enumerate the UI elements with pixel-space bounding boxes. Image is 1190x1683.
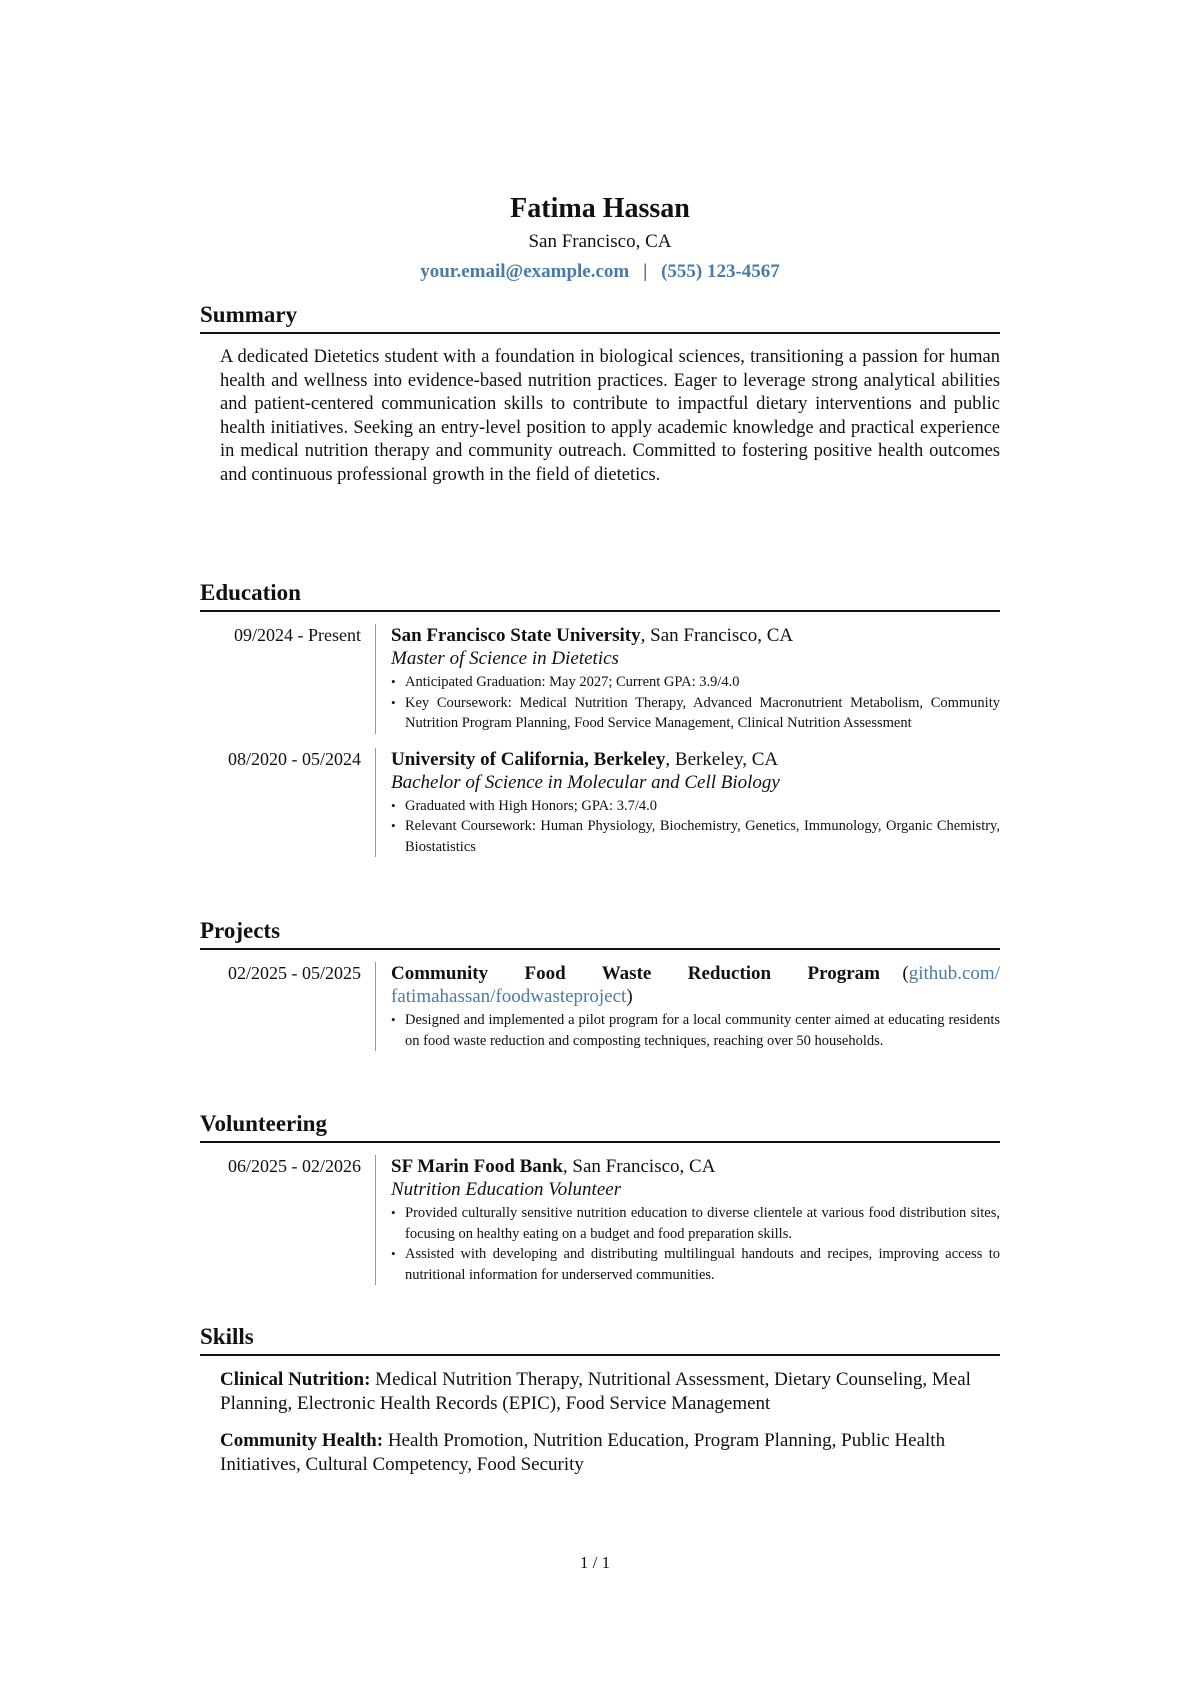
volunteering-section — [200, 1111, 1000, 1299]
institution-location: , San Francisco, CA — [640, 625, 794, 646]
education-section — [200, 580, 1000, 871]
bullet-item: • Assisted with developing and distributing multilingual handouts and recipes, improving access to nutritional information for underserved communities. — [391, 1244, 1000, 1285]
summary-section — [200, 302, 1000, 487]
entry-bullets — [391, 1010, 1000, 1051]
organization-location: , San Francisco, CA — [562, 1156, 716, 1177]
entry-date: 08/2020 - 05/2024 — [228, 748, 361, 769]
section-title-projects: Projects — [200, 918, 1000, 950]
skills-section — [200, 1324, 1000, 1490]
entry-title — [391, 624, 1000, 647]
institution-name: San Francisco State University — [391, 625, 641, 646]
contact-line — [200, 260, 1000, 284]
email-link[interactable]: your.email@example.com — [420, 261, 630, 282]
entry-body — [375, 962, 1000, 1051]
page-number: 1 / 1 — [579, 1553, 611, 1572]
entry-body — [375, 748, 1000, 858]
entry-body — [375, 624, 1000, 734]
candidate-name: Fatima Hassan — [510, 193, 690, 224]
role-name: Nutrition Education Volunteer — [391, 1179, 622, 1200]
section-title-volunteering: Volunteering — [200, 1111, 1000, 1143]
degree-name: Master of Science in Dietetics — [391, 648, 619, 669]
resume-page — [200, 0, 1000, 1475]
skill-row — [220, 1368, 1000, 1415]
institution-location: , Berkeley, CA — [665, 748, 779, 770]
project-name: Community Food Waste Reduction Program — [391, 963, 880, 984]
entry-title — [391, 748, 1000, 771]
bullet-item: • Graduated with High Honors; GPA: 3.7/4.0 — [391, 796, 1000, 817]
skill-value: Health Promotion, Nutrition Education, Program Planning, Public Health Initiatives, Cultural Competency, Food Security — [220, 1430, 946, 1475]
entry-date: 09/2024 - Present — [234, 625, 361, 645]
project-title — [391, 962, 1000, 1008]
entry-date: 02/2025 - 05/2025 — [228, 963, 361, 983]
candidate-location: San Francisco, CA — [528, 231, 672, 252]
section-title-education: Education — [200, 580, 1000, 612]
organization-name: SF Marin Food Bank — [391, 1156, 563, 1177]
summary-text: A dedicated Dietetics student with a foundation in biological sciences, transitioning a passion for human health and wellness into evidence-based nutrition practices. Eager to leverage strong analytical abilities and patient-centered communication skills to contribute to impactful dietary interventions and public health initiatives. Seeking an entry-level position to apply academic knowledge and practical experience in medical nutrition therapy and community outreach. Committed to fostering positive health outcomes and continuous professional growth in the field of dietetics. — [220, 347, 1000, 485]
education-entry — [200, 624, 1000, 734]
education-entry — [200, 748, 1000, 858]
link-close-paren: ) — [626, 986, 633, 1007]
link-open-paren: ( — [879, 963, 909, 984]
resume-header — [200, 192, 1000, 284]
project-entry — [200, 962, 1000, 1051]
project-link[interactable]: github.com/ fatimahassan/foodwasteproject — [391, 963, 1000, 1007]
bullet-item: • Designed and implemented a pilot program for a local community center aimed at educating residents on food waste reduction and composting techniques, reaching over 50 households. — [391, 1010, 1000, 1051]
entry-date: 06/2025 - 02/2026 — [228, 1156, 361, 1176]
entry-bullets — [391, 796, 1000, 858]
entry-bullets — [391, 1203, 1000, 1285]
contact-separator: | — [643, 261, 648, 282]
volunteering-entry — [200, 1155, 1000, 1285]
projects-section — [200, 918, 1000, 1065]
entry-title — [391, 1155, 1000, 1178]
skill-label: Community Health: — [220, 1430, 384, 1451]
bullet-item: • Key Coursework: Medical Nutrition Therapy, Advanced Macronutrient Metabolism, Community Nutrition Program Planning, Food Service Management, Clinical Nutrition Assessment — [391, 693, 1000, 734]
skill-row — [220, 1429, 1000, 1476]
skill-label: Clinical Nutrition: — [220, 1369, 371, 1390]
skill-value: Medical Nutrition Therapy, Nutritional Assessment, Dietary Counseling, Meal Planning, Electronic Health Records (EPIC), Food Service Management — [220, 1369, 971, 1414]
phone-link[interactable]: (555) 123-4567 — [661, 261, 780, 282]
bullet-item: • Relevant Coursework: Human Physiology, Biochemistry, Genetics, Immunology, Organic Chemistry, Biostatistics — [391, 816, 1000, 857]
section-title-summary: Summary — [200, 302, 1000, 334]
bullet-item: • Provided culturally sensitive nutrition education to diverse clientele at various food distribution sites, focusing on healthy eating on a budget and food preparation skills. — [391, 1203, 1000, 1244]
entry-bullets — [391, 672, 1000, 734]
institution-name: University of California, Berkeley — [391, 748, 666, 770]
bullet-item: • Anticipated Graduation: May 2027; Current GPA: 3.9/4.0 — [391, 672, 1000, 693]
degree-name: Bachelor of Science in Molecular and Cell Biology — [391, 771, 780, 793]
section-title-skills: Skills — [200, 1324, 1000, 1356]
entry-body — [375, 1155, 1000, 1285]
